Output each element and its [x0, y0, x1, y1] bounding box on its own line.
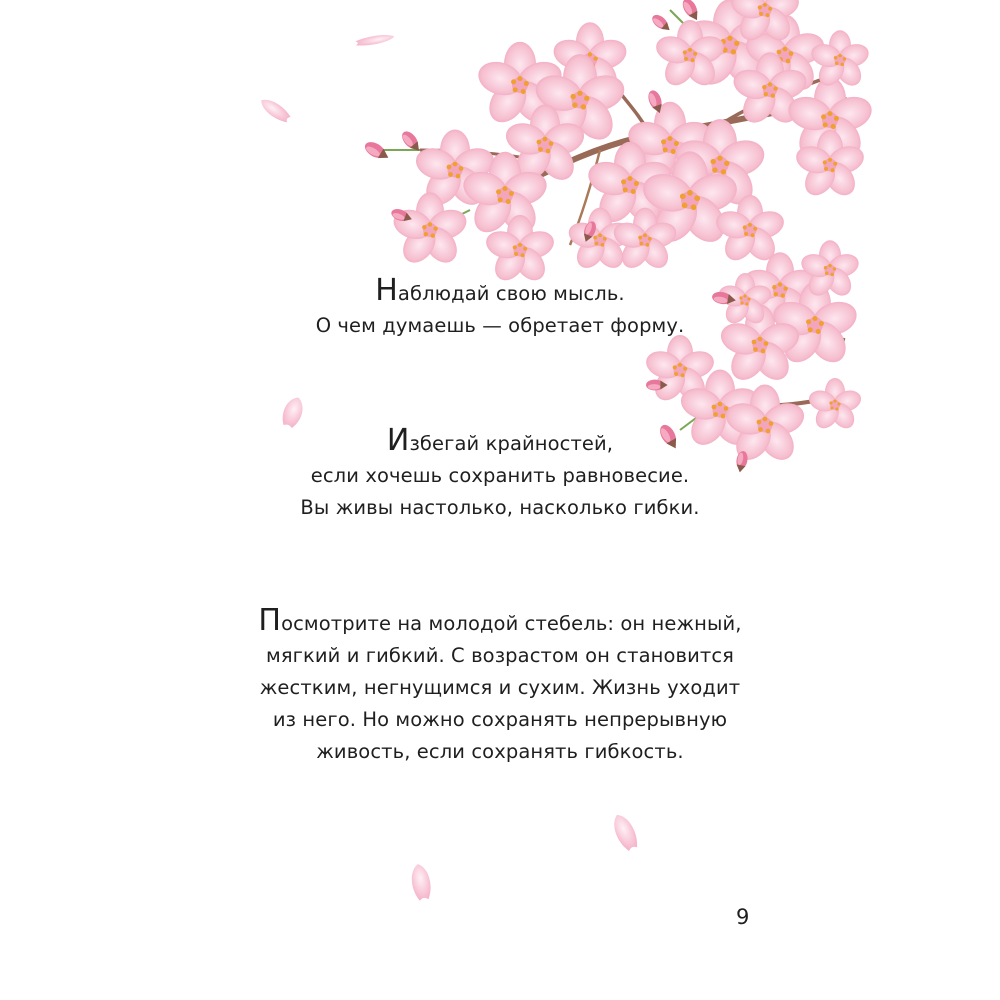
paragraph-line: мягкий и гибкий. С возрастом он становится	[266, 644, 734, 667]
paragraph-text: аблюдай свою мысль.	[397, 282, 625, 305]
paragraph-young-stem	[250, 603, 750, 768]
paragraph-line: О чем думаешь — обретает форму.	[315, 314, 685, 337]
paragraph-observe-thought	[250, 273, 750, 342]
drop-cap: И	[386, 423, 410, 458]
paragraph-text: осмотрите на молодой стебель: он нежный,	[281, 612, 742, 635]
drop-cap: П	[258, 603, 282, 638]
paragraph-line	[250, 603, 750, 640]
paragraph-avoid-extremes	[250, 423, 750, 524]
upper-blossom-branch	[362, 0, 876, 286]
paragraph-line	[250, 273, 750, 310]
drop-cap: Н	[375, 273, 398, 308]
paragraph-line: если хочешь сохранить равновесие.	[310, 464, 690, 487]
paragraph-line: Вы живы настолько, насколько гибки.	[300, 496, 700, 519]
paragraph-line: из него. Но можно сохранять непрерывную	[272, 708, 728, 731]
paragraph-text: збегай крайностей,	[409, 432, 614, 455]
page-number: 9	[736, 905, 750, 929]
paragraph-line	[250, 423, 750, 460]
paragraph-line: жестким, негнущимся и сухим. Жизнь уходит	[259, 676, 741, 699]
paragraph-line: живость, если сохранять гибкость.	[316, 740, 684, 763]
